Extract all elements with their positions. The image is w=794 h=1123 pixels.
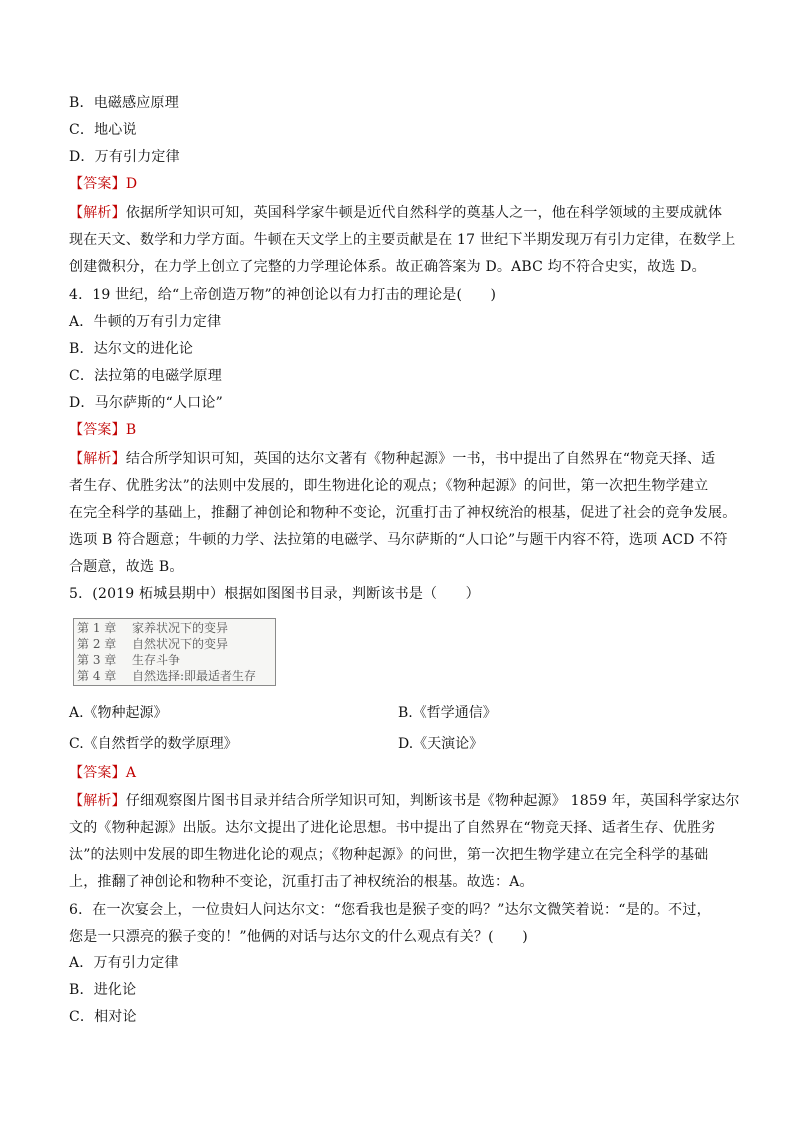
option-d: D．万有引力定律 (69, 149, 180, 165)
q5-option-a: A.《物种起源》 (69, 705, 168, 721)
q4-option-b: B．达尔文的进化论 (69, 341, 194, 357)
q6-option-b: B．进化论 (69, 982, 137, 998)
analysis-tag: 【解析】 (69, 205, 126, 221)
book-contents-image (73, 618, 276, 686)
analysis-text: 结合所学知识可知，英国的达尔文著有《物种起源》一书，书中提出了自然界在“物竞天择、适 (125, 451, 716, 467)
answer-line (69, 171, 729, 197)
q4-option-a: A．牛顿的万有引力定律 (69, 314, 222, 330)
toc-title: 生存斗争 (132, 653, 181, 667)
toc-chapter: 第 2 章 (77, 637, 117, 651)
question-5-stem: 5．(2019 柘城县期中）根据如图图书目录，判断该书是（ ） (69, 586, 480, 602)
q5-option-d: D.《天演论》 (398, 736, 484, 752)
toc-chapter: 第 3 章 (77, 653, 117, 667)
toc-title: 自然状况下的变异 (132, 637, 229, 651)
q5-analysis-line: 文的《物种起源》出版。达尔文提出了进化论思想。书中提出了自然界在“物竞天择、适者生存、优胜劣 (69, 820, 716, 836)
toc-chapter: 第 1 章 (77, 621, 117, 635)
toc-row (77, 652, 272, 668)
q5-analysis-line (69, 788, 740, 814)
q4-analysis-line (69, 446, 729, 472)
q4-analysis-line: 在完全科学的基础上，推翻了神创论和物种不变论，沉重打击了神权统治的根基，促进了社会的竞争发展。 (69, 505, 737, 521)
q4-answer-line (69, 417, 729, 443)
q4-analysis-line: 合题意，故选 B。 (69, 559, 184, 575)
analysis-line: 现在天文、数学和力学方面。牛顿在天文学上的主要贡献是在 17 世纪下半期发现万有引力定律，在数学上 (69, 232, 736, 248)
answer-tag: 【答案】 (69, 765, 126, 781)
analysis-tag: 【解析】 (69, 451, 126, 467)
q6-option-c: C．相对论 (69, 1009, 137, 1025)
q6-option-a: A．万有引力定律 (69, 955, 179, 971)
toc-row (77, 620, 272, 636)
option-c: C．地心说 (69, 122, 137, 138)
q5-option-b: B.《哲学通信》 (398, 705, 497, 721)
option-b: B．电磁感应原理 (69, 95, 179, 111)
answer-tag: 【答案】 (69, 422, 126, 438)
answer-value: D (125, 176, 138, 192)
q5-analysis-line: 汰”的法则中发展的即生物进化论的观点；《物种起源》的问世，第一次把生物学建立在完全科学的基础 (69, 847, 709, 863)
question-4-stem: 4．19 世纪，给“上帝创造万物”的神创论以有力打击的理论是( ) (69, 287, 497, 303)
question-6-stem: 您是一只漂亮的猴子变的！”他俩的对话与达尔文的什么观点有关？( ) (69, 929, 528, 945)
analysis-tag: 【解析】 (69, 793, 126, 809)
question-6-stem: 6．在一次宴会上，一位贵妇人问达尔文：“您看我也是猴子变的吗？”达尔文微笑着说：“是的。不过， (69, 902, 711, 918)
q4-option-c: C．法拉第的电磁学原理 (69, 368, 222, 384)
answer-value: A (125, 765, 137, 781)
answer-tag: 【答案】 (69, 176, 126, 192)
toc-title: 自然选择:即最适者生存 (132, 669, 257, 683)
q5-analysis-line: 上，推翻了神创论和物种不变论，沉重打击了神权统治的根基。故选：A。 (69, 874, 534, 890)
toc-row (77, 668, 272, 684)
toc-title: 家养状况下的变异 (132, 621, 229, 635)
q5-option-c: C.《自然哲学的数学原理》 (69, 736, 238, 752)
q4-analysis-line: 选项 B 符合题意；牛顿的力学、法拉第的电磁学、马尔萨斯的“人口论”与题干内容不符，选项 ACD 不符 (69, 532, 728, 548)
analysis-text: 依据所学知识可知，英国科学家牛顿是近代自然科学的奠基人之一，他在科学领域的主要成就体 (125, 205, 723, 221)
q4-analysis-line: 者生存、优胜劣汰”的法则中发展的，即生物进化论的观点；《物种起源》的问世，第一次把生物学建立 (69, 478, 709, 494)
toc-chapter: 第 4 章 (77, 669, 117, 683)
answer-value: B (125, 422, 137, 438)
analysis-line: 创建微积分，在力学上创立了完整的力学理论体系。故正确答案为 D。ABC 均不符合史实，故选 D。 (69, 259, 706, 275)
toc-row (77, 636, 272, 652)
q4-option-d: D．马尔萨斯的“人口论” (69, 395, 223, 411)
analysis-text: 仔细观察图片图书目录并结合所学知识可知，判断该书是《物种起源》 1859 年，英国科学家达尔 (125, 793, 740, 809)
analysis-line (69, 200, 729, 226)
q5-answer-line (69, 760, 729, 786)
